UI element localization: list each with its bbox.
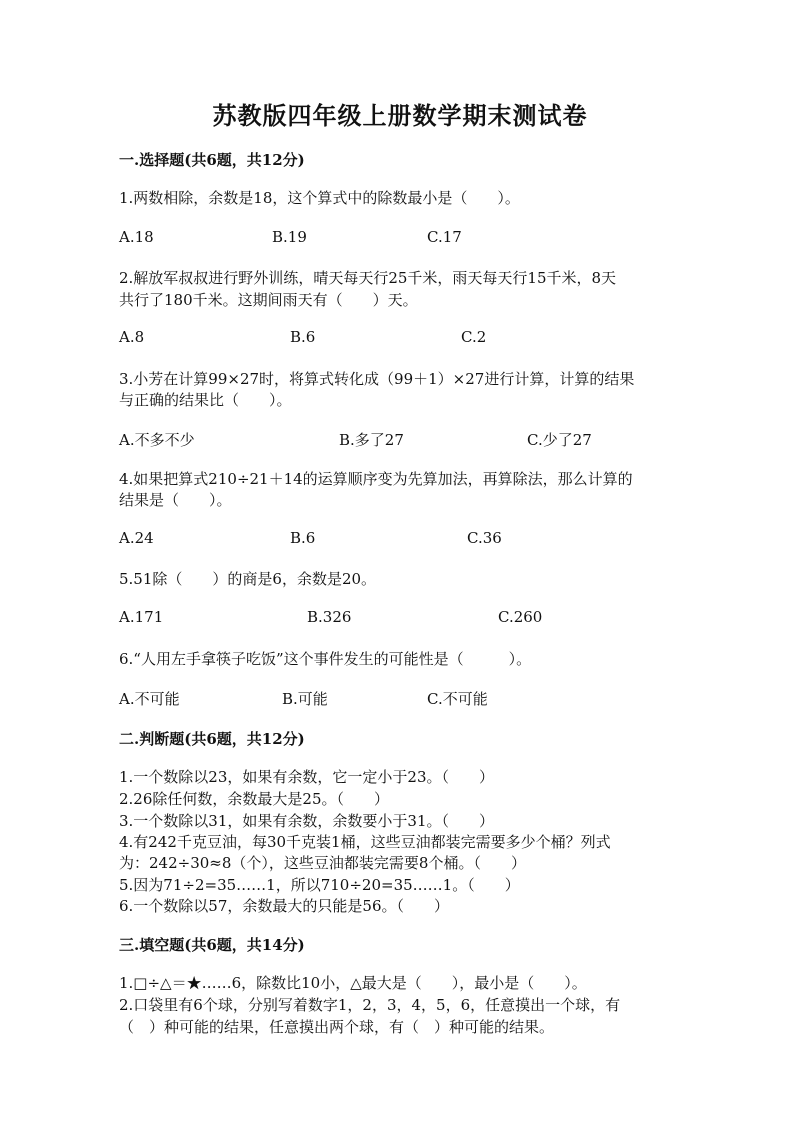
statement-text: 4.有242千克豆油，每30千克装1桶，这些豆油都装完需要多少个桶？列式: [119, 833, 611, 851]
option-b: B.6: [290, 529, 316, 547]
question-text: 3.小芳在计算99×27时，将算式转化成（99＋1）×27进行计算，计算的结果: [119, 370, 635, 388]
option-a: A.171: [119, 608, 164, 626]
option-c: C.36: [467, 529, 502, 547]
option-b: B.326: [307, 608, 352, 626]
option-c: C.不可能: [427, 690, 488, 708]
question-text: 6.“人用左手拿筷子吃饭”这个事件发生的可能性是（ ）。: [119, 650, 532, 668]
section-heading-judgement: 二.判断题(共6题，共12分): [119, 730, 305, 748]
question-text: 2.解放军叔叔进行野外训练，晴天每天行25千米，雨天每天行15千米，8天: [119, 269, 617, 287]
fill-in-text: 1.□÷△＝★……6，除数比10小，△最大是（ ），最小是（ ）。: [119, 974, 587, 992]
option-c: C.少了27: [527, 431, 592, 449]
option-a: A.不多不少: [119, 431, 195, 449]
statement-text: 3.一个数除以31，如果有余数，余数要小于31。（ ）: [119, 812, 494, 830]
fill-in-text: 2.口袋里有6个球，分别写着数字1，2，3，4，5，6，任意摸出一个球，有: [119, 996, 621, 1014]
option-b: B.多了27: [339, 431, 404, 449]
question-text: 4.如果把算式210÷21＋14的运算顺序变为先算加法，再算除法，那么计算的: [119, 470, 633, 488]
question-text: 1.两数相除，余数是18，这个算式中的除数最小是（ ）。: [119, 189, 520, 207]
section-heading-choice: 一.选择题(共6题，共12分): [119, 151, 305, 169]
option-c: C.260: [498, 608, 543, 626]
option-a: A.24: [119, 529, 154, 547]
fill-in-text: （ ）种可能的结果，任意摸出两个球，有（ ）种可能的结果。: [119, 1018, 555, 1036]
option-a: A.不可能: [119, 690, 180, 708]
option-c: C.2: [461, 328, 487, 346]
question-text: 与正确的结果比（ ）。: [119, 391, 292, 409]
statement-text: 6.一个数除以57，余数最大的只能是56。（ ）: [119, 897, 449, 915]
option-b: B.可能: [282, 690, 328, 708]
statement-text: 为：242÷30≈8（个），这些豆油都装完需要8个桶。（ ）: [119, 854, 526, 872]
option-a: A.18: [119, 228, 154, 246]
page-title: 苏教版四年级上册数学期末测试卷: [212, 101, 588, 130]
option-b: B.6: [290, 328, 316, 346]
option-a: A.8: [119, 328, 145, 346]
section-heading-fill-in: 三.填空题(共6题，共14分): [119, 936, 305, 954]
question-text: 共行了180千米。这期间雨天有（ ）天。: [119, 291, 418, 309]
question-text: 结果是（ ）。: [119, 491, 232, 509]
statement-text: 1.一个数除以23，如果有余数，它一定小于23。（ ）: [119, 768, 494, 786]
option-c: C.17: [427, 228, 462, 246]
statement-text: 2.26除任何数，余数最大是25。（ ）: [119, 790, 389, 808]
option-b: B.19: [272, 228, 307, 246]
question-text: 5.51除（ ）的商是6，余数是20。: [119, 570, 377, 588]
statement-text: 5.因为71÷2=35……1，所以710÷20=35……1。（ ）: [119, 876, 520, 894]
